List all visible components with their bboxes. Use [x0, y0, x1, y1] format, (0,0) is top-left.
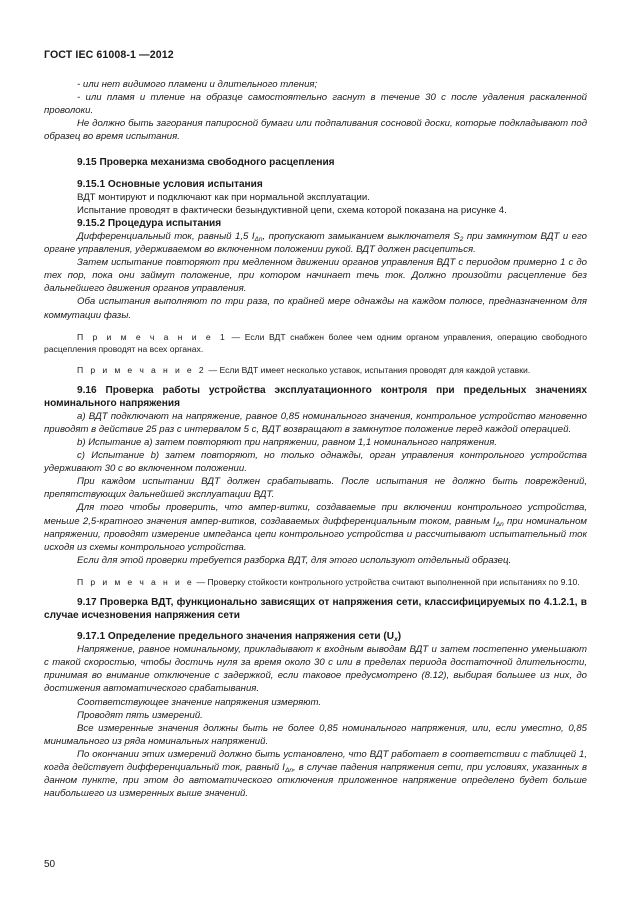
text-run: при номинальном напряжении, проводят измерение импеданса цепи контрольного устройства и рассчитывают испытательный ток исходя из схемы контрольного устройства.	[44, 515, 587, 553]
paragraph: Если для этой проверки требуется разборка ВДТ, для этого используют отдельный образец.	[77, 554, 512, 566]
paragraph: - или нет видимого пламени и длительного тления;	[77, 79, 318, 90]
note-label: П р и м е ч а н и е	[77, 576, 195, 587]
section-heading-9-17: 9.17 Проверка ВДТ, функционально зависящих от напряжения сети, классифицируемых по 4.1.2.1, в случае исчезновения напряжения сети	[44, 596, 587, 621]
paragraph: При каждом испытании ВДТ должен срабатывать. После испытания не должно быть повреждений, препятствующих дальнейшей эксплуатации ВДТ.	[44, 476, 587, 501]
note-text: — Проверку стойкости контрольного устройства считают выполненной при испытаниях по 9.10.	[194, 576, 580, 587]
standard-header: ГОСТ IEC 61008-1 —2012	[44, 49, 174, 61]
subscript: Δn	[284, 767, 293, 775]
paragraph: Напряжение, равное номинальному, прикладывают к входным выводам ВДТ и затем постепенно уменьшают с такой скоростью, чтобы достичь нуля за время около 30 с или в пределах периода достаточной длительности, принимая во внимание отключение с задержкой, если таковое предусмотрено (8.12), выбирая большее из них, до достижения автоматического срабатывания.	[44, 644, 587, 695]
section-heading-9-15: 9.15 Проверка механизма свободного расцепления	[77, 157, 335, 169]
note-text: — Если ВДТ снабжен более чем одним органом управления, операцию свободного расцепления проводят на всех органах.	[44, 331, 587, 354]
paragraph	[44, 230, 587, 256]
note-1	[44, 331, 587, 355]
note-2	[44, 364, 587, 376]
subscript: x	[394, 636, 398, 644]
paragraph	[44, 501, 587, 553]
paragraph	[44, 748, 587, 800]
paragraph: b) Испытание а) затем повторяют при напряжении, равном 1,1 номинального напряжения.	[77, 436, 498, 448]
paragraph: Затем испытание повторяют при медленном движении органов управления ВДТ с периодом примерно 1 с до тех пор, пока они займут положение, при котором начинает течь ток. Должно произойти расцепление без дальнейшего движения органов управления.	[44, 257, 587, 295]
note-3	[44, 576, 587, 588]
note-label: П р и м е ч а н и е 1	[77, 331, 228, 342]
paragraph: Проводят пять измерений.	[77, 709, 203, 721]
paragraph: Испытание проводят в фактически безындуктивной цепи, схема которой показана на рисунке 4.	[77, 204, 507, 216]
subscript: 2	[459, 235, 464, 243]
page-content	[44, 78, 587, 800]
text-run: при замкнутом ВДТ и его органе управления, удерживаемом во включенном положении рукой. ВДТ должен расцепиться.	[44, 230, 587, 256]
text-run: )	[397, 631, 402, 643]
paragraph: Оба испытания выполняют по три раза, по крайней мере однажды на каждом полюсе, предназначенном для коммутации фазы.	[44, 296, 587, 321]
paragraph: Все измеренные значения должны быть не более 0,85 номинального напряжения, или, если уместно, 0,85 минимального из ряда номинальных напряжений.	[44, 722, 587, 747]
paragraph: Не должно быть загорания папиросной бумаги или подпаливания сосновой доски, которые подкладывают под образец во время испытания.	[44, 118, 587, 143]
paragraph: Соответствующее значение напряжения измеряют.	[77, 696, 322, 708]
text-run: , в случае падения напряжения сети, при условиях, указанных в данном пункте, при этом до автоматического отключения приложенное напряжение определено будет больше наибольшего из измеренных выше значений.	[44, 762, 587, 800]
subsection-heading-9-15-1: 9.15.1 Основные условия испытания	[77, 178, 263, 190]
paragraph: c) Испытание b) затем повторяют, но только однажды, орган управления контрольного устройства удерживают 30 с во включенном положении.	[44, 450, 587, 475]
page-number: 50	[44, 859, 56, 870]
paragraph: ВДТ монтируют и подключают как при нормальной эксплуатации.	[77, 191, 370, 203]
note-label: П р и м е ч а н и е 2	[77, 364, 207, 375]
text-run: Для того чтобы проверить, что ампер-витки, создаваемые при включении контрольного устройства, меньше 2,5-кратного значения ампер-витков, создаваемых дифференциальным током, равным I	[44, 502, 587, 527]
subsection-heading-9-15-2: 9.15.2 Процедура испытания	[77, 217, 222, 229]
section-heading-9-16: 9.16 Проверка работы устройства эксплуатационного контроля при предельных значениях номинального напряжения	[44, 384, 587, 409]
subscript: Δn	[254, 235, 263, 243]
subsection-heading-9-17-1	[44, 630, 587, 643]
text-run: , пропускают замыканием выключателя S	[262, 230, 460, 242]
text-run: По окончании этих измерений должно быть установлено, что ВДТ работает в соответствии с таблицей 1, когда действует дифференциальный ток, равный I	[44, 748, 587, 774]
paragraph: а) ВДТ подключают на напряжение, равное 0,85 номинального значения, контрольное устройство мгновенно приводят в действие 25 раз с интервалом 5 с, ВДТ возвращают в замкнутое положение перед каждой операцией.	[44, 410, 587, 435]
paragraph: - или пламя и тление на образце самостоятельно гаснут в течение 30 с после удаления раскаленной проволоки.	[44, 92, 587, 117]
note-text: — Если ВДТ имеет несколько уставок, испытания проводят для каждой уставки.	[206, 364, 531, 375]
subscript: Δn	[495, 520, 504, 528]
text-run: Дифференциальный ток, равный 1,5 I	[77, 230, 255, 242]
text-run: 9.17.1 Определение предельного значения напряжения сети (U	[77, 631, 395, 643]
